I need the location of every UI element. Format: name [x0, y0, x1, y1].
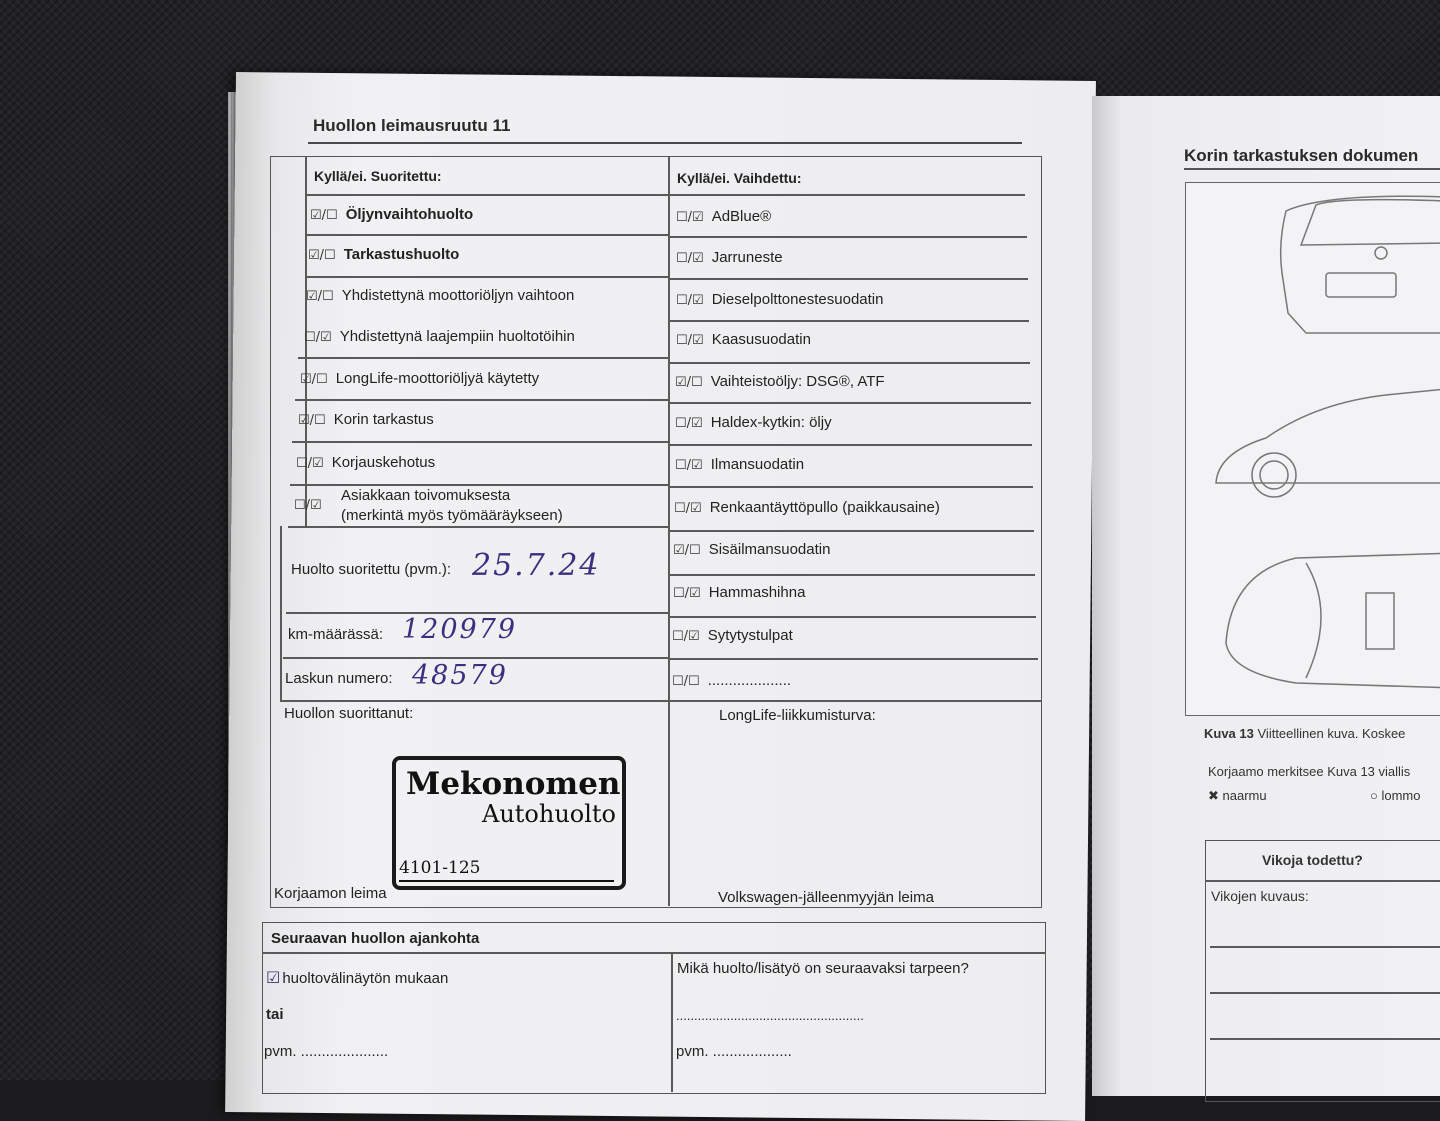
- next-service-header: Seuraavan huollon ajankohta: [271, 930, 480, 947]
- item-label: Öljynvaihtohuolto: [345, 206, 474, 223]
- row-rule: [670, 530, 1034, 532]
- car-diagram-icon: [1186, 183, 1440, 715]
- checkbox-icon[interactable]: ☐/☑: [676, 210, 704, 225]
- item-label: Renkaantäyttöpullo (paikkausaine): [709, 499, 940, 516]
- right-item-row[interactable]: [675, 414, 832, 431]
- checkbox-icon[interactable]: ☑/☐: [675, 375, 703, 390]
- row-rule: [1205, 880, 1440, 882]
- car-license-plate: [1326, 273, 1396, 297]
- performed-by-label: Huollon suorittanut:: [284, 705, 414, 722]
- right-item-row[interactable]: [676, 249, 783, 266]
- stamp-subtitle: Autohuolto: [481, 800, 616, 828]
- defects-description-label: Vikojen kuvaus:: [1211, 888, 1309, 904]
- checkbox-icon[interactable]: ☑/☐: [673, 543, 701, 558]
- right-item-row[interactable]: [673, 584, 805, 601]
- item-label: Korjauskehotus: [331, 454, 436, 471]
- heading-rule: [1184, 168, 1440, 170]
- dealer-stamp-label: Volkswagen-jälleenmyyjän leima: [718, 889, 934, 906]
- service-date-label: Huolto suoritettu (pvm.):: [291, 561, 452, 578]
- right-item-row[interactable]: [672, 627, 793, 644]
- figure-text: Viitteellinen kuva. Koskee: [1257, 726, 1406, 741]
- checkbox-icon[interactable]: ☑/☐: [310, 208, 338, 223]
- workshop-stamp-label: Korjaamon leima: [274, 885, 387, 902]
- item-label: Haldex-kytkin: öljy: [710, 414, 832, 431]
- legend-scratch-label: naarmu: [1222, 788, 1267, 803]
- left-column-header: Kyllä/ei. Suoritettu:: [314, 168, 442, 184]
- row-rule: [305, 276, 670, 278]
- checkbox-icon[interactable]: ☑/☐: [308, 248, 336, 263]
- row-rule: [670, 444, 1032, 446]
- service-date-value[interactable]: 25.7.24: [472, 548, 601, 583]
- row-rule: [670, 616, 1036, 618]
- or-label: tai: [266, 1006, 284, 1023]
- stamp-title: Mekonomen: [406, 766, 621, 802]
- next-work-field[interactable]: ....................................................: [676, 1008, 864, 1023]
- left-item-row[interactable]: [300, 370, 539, 387]
- item-label: Sytytystulpat: [707, 627, 793, 644]
- invoice-label: Laskun numero:: [285, 670, 393, 687]
- checkbox-icon[interactable]: ☑/☐: [300, 372, 328, 387]
- checkbox-icon[interactable]: ☐/☑: [675, 416, 703, 431]
- right-item-row[interactable]: [675, 373, 885, 390]
- row-rule: [670, 402, 1031, 404]
- row-rule: [281, 700, 1041, 702]
- item-label: Ilmansuodatin: [710, 456, 805, 473]
- car-top-windshield: [1306, 563, 1321, 678]
- row-rule: [305, 234, 670, 236]
- car-rear-window: [1301, 200, 1440, 245]
- car-diagram-box: [1185, 182, 1440, 716]
- item-label: Jarruneste: [711, 249, 783, 266]
- right-item-row[interactable]: [674, 499, 940, 516]
- checkbox-icon[interactable]: ☐/☑: [676, 293, 704, 308]
- item-label: Yhdistettynä moottoriöljyn vaihtoon: [341, 287, 575, 304]
- item-label: Asiakkaan toivomuksesta: [341, 487, 511, 504]
- left-item-row[interactable]: [308, 246, 459, 263]
- stamp-number: 4101-125: [399, 858, 481, 878]
- box-divider: [671, 952, 673, 1092]
- car-badge: [1375, 247, 1387, 259]
- checkbox-icon[interactable]: ☐/☑: [294, 498, 322, 513]
- header-rule: [305, 194, 1025, 196]
- heading-rule: [308, 142, 1022, 144]
- legend-scratch: ✖ naarmu: [1208, 788, 1267, 803]
- left-item-row[interactable]: [306, 287, 574, 304]
- figure-number: Kuva 13: [1204, 726, 1254, 741]
- date-field[interactable]: pvm. ...................: [676, 1043, 792, 1060]
- defects-header: Vikoja todettu?: [1262, 852, 1363, 868]
- row-rule: [670, 236, 1027, 238]
- left-item-row[interactable]: [296, 454, 435, 471]
- checkbox-icon[interactable]: ☐/☑: [676, 251, 704, 266]
- row-rule: [292, 441, 670, 443]
- left-item-row[interactable]: [310, 206, 473, 223]
- car-sunroof: [1366, 593, 1394, 649]
- right-item-row[interactable]: [673, 541, 830, 558]
- left-item-row[interactable]: [304, 328, 575, 345]
- right-item-row[interactable]: [676, 208, 771, 225]
- item-label: AdBlue®: [711, 208, 772, 225]
- car-top-outline: [1226, 553, 1440, 688]
- checkbox-icon[interactable]: ☐/☑: [676, 333, 704, 348]
- table-edge-left: [280, 526, 282, 702]
- left-item-row[interactable]: [294, 496, 330, 513]
- invoice-value[interactable]: 48579: [412, 660, 508, 691]
- checkbox-icon[interactable]: ☐/☐: [672, 674, 700, 689]
- right-item-row[interactable]: [676, 331, 811, 348]
- checkbox-icon[interactable]: ☐/☑: [296, 456, 324, 471]
- left-item-row[interactable]: [298, 411, 434, 428]
- stamp-underline: [399, 880, 614, 882]
- item-label: LongLife-moottoriöljyä käytetty: [335, 370, 540, 387]
- item-label: Vaihteistoöljy: DSG®, ATF: [710, 373, 885, 390]
- page-heading: Huollon leimausruutu 11: [313, 116, 511, 135]
- row-rule: [1210, 1038, 1440, 1040]
- next-service-box: [262, 922, 1046, 1094]
- right-item-row[interactable]: [676, 291, 884, 308]
- row-rule: [288, 526, 670, 528]
- date-field[interactable]: pvm. .....................: [264, 1043, 389, 1060]
- row-rule: [670, 574, 1035, 576]
- longlife-label: LongLife-liikkumisturva:: [719, 707, 876, 724]
- legend-dent-label: lommo: [1381, 788, 1421, 803]
- row-rule: [670, 362, 1030, 364]
- checkbox-icon[interactable]: ☑: [266, 968, 281, 987]
- next-service-option[interactable]: [266, 968, 448, 987]
- car-wheel-hub: [1260, 461, 1288, 489]
- row-rule: [670, 658, 1038, 660]
- service-table: [270, 156, 1042, 908]
- car-wheel: [1252, 453, 1296, 497]
- legend-dent: ○ lommo: [1370, 788, 1421, 803]
- row-rule: [1210, 992, 1440, 994]
- right-page-heading: Korin tarkastuksen dokumen: [1184, 146, 1419, 165]
- row-rule: [298, 357, 670, 359]
- item-label: Sisäilmansuodatin: [708, 541, 831, 558]
- car-side-outline: [1216, 388, 1440, 483]
- checkbox-icon[interactable]: ☐/☑: [673, 586, 701, 601]
- km-label: km-määrässä:: [288, 626, 384, 643]
- checkbox-icon[interactable]: ☐/☑: [674, 501, 702, 516]
- item-label: Hammashihna: [708, 584, 806, 601]
- km-value[interactable]: 120979: [402, 614, 518, 645]
- row-rule: [295, 399, 670, 401]
- item-label: Yhdistettynä laajempiin huoltotöihin: [339, 328, 575, 345]
- row-rule: [670, 320, 1029, 322]
- item-label: Dieselpolttonestesuodatin: [711, 291, 884, 308]
- row-rule: [670, 486, 1033, 488]
- row-rule: [1210, 946, 1440, 948]
- item-label-note: (merkintä myös työmääräykseen): [341, 507, 563, 524]
- checkbox-icon[interactable]: ☑/☐: [298, 413, 326, 428]
- next-work-question: Mikä huolto/lisätyö on seuraavaksi tarpeen?: [677, 960, 969, 977]
- item-label: Korin tarkastus: [333, 411, 434, 428]
- row-rule: [670, 278, 1028, 280]
- item-label: Tarkastushuolto: [343, 246, 460, 263]
- row-rule: [262, 952, 1046, 954]
- right-item-row[interactable]: [675, 456, 804, 473]
- item-label: ....................: [707, 672, 792, 689]
- right-item-row[interactable]: [672, 672, 791, 689]
- instruction-text: Korjaamo merkitsee Kuva 13 viallis: [1208, 764, 1411, 779]
- item-label: Kaasusuodatin: [711, 331, 811, 348]
- checkbox-icon[interactable]: ☐/☑: [672, 629, 700, 644]
- row-rule: [283, 657, 670, 659]
- row-rule: [290, 484, 670, 486]
- figure-caption: [1204, 726, 1405, 741]
- option-label: huoltovälinäytön mukaan: [282, 970, 449, 987]
- right-column-header: Kyllä/ei. Vaihdettu:: [677, 170, 802, 186]
- checkbox-icon[interactable]: ☐/☑: [304, 330, 332, 345]
- checkbox-icon[interactable]: ☐/☑: [675, 458, 703, 473]
- workshop-stamp: [392, 756, 626, 890]
- checkbox-icon[interactable]: ☑/☐: [306, 289, 334, 304]
- car-rear-outline: [1281, 196, 1440, 333]
